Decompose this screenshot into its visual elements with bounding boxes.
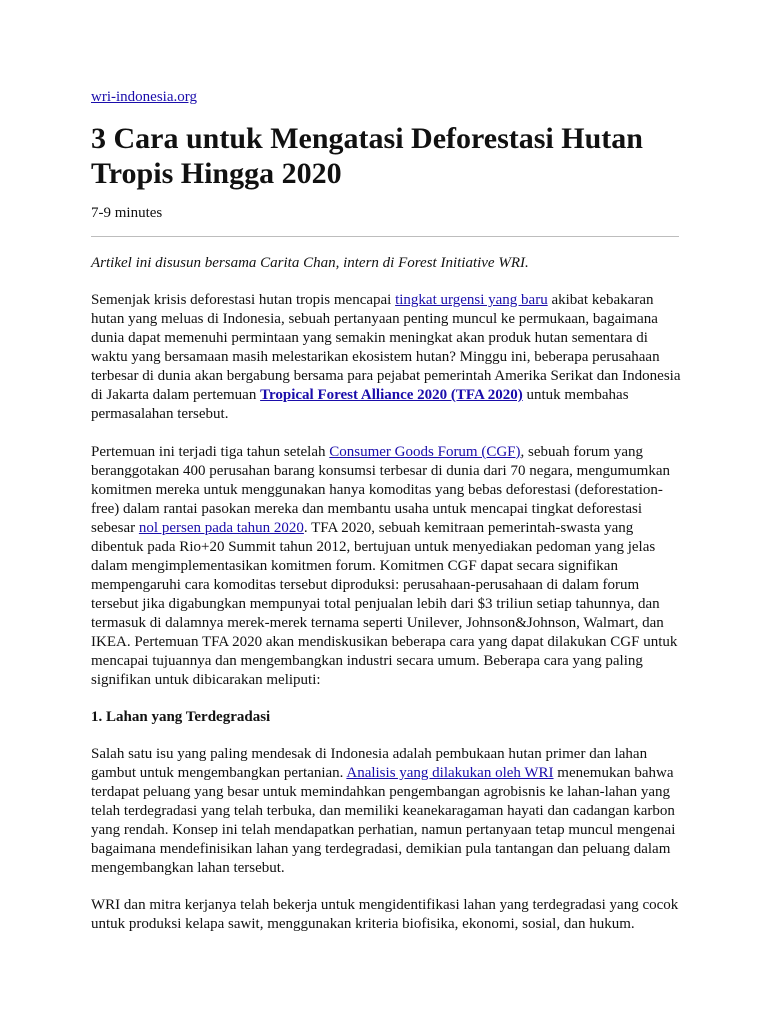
paragraph-text: Pertemuan ini terjadi tiga tahun setelah bbox=[91, 444, 330, 460]
paragraph-text: , sebuah forum yang beranggotakan 400 perusahan barang konsumsi terbesar di dunia dari 70 negara, mengumumkan komitmen mereka untuk menggunakan hanya komoditas yang bebas deforestasi (deforestation-free) dalam rantai pasokan mereka dan membantu usaha untuk mencapai tingkat deforestasi sebesar bbox=[91, 444, 670, 536]
paragraph-2 bbox=[91, 443, 681, 690]
paragraph-1 bbox=[91, 291, 681, 424]
paragraph-4: WRI dan mitra kerjanya telah bekerja untuk mengidentifikasi lahan yang terdegradasi yang cocok untuk produksi kelapa sawit, menggunakan kriteria biofisika, ekonomi, sosial, dan hukum. bbox=[91, 897, 679, 932]
paragraph-text: akibat kebakaran hutan yang meluas di Indonesia, sebuah pertanyaan penting muncul ke permukaan, bagaimana dunia dapat memenuhi permintaan yang semakin meningkat akan produk hutan sementara di waktu yang bersamaan masih melestarikan ekosistem hutan? Minggu ini, beberapa perusahaan terbesar di dunia akan bergabung bersama para pejabat pemerintah Amerika Serikat dan Indonesia di Jakarta dalam pertemuan bbox=[91, 292, 681, 403]
link-urgency-level[interactable]: tingkat urgensi yang baru bbox=[395, 292, 548, 308]
paragraph-text: . TFA 2020, sebuah kemitraan pemerintah-swasta yang dibentuk pada Rio+20 Summit tahun 2012, bertujuan untuk menyediakan pedoman yang jelas dalam mengimplementasikan komitmen forum. Komitmen CGF dapat secara signifikan mempengaruhi cara komoditas tersebut diproduksi: perusahaan-perusahaan di dalam forum tersebut jika digabungkan mempunyai total penjualan lebih dari $3 triliun setiap tahunnya, dan termasuk di dalamnya merek-merek ternama seperti Unilever, Johnson&Johnson, Walmart, dan IKEA. Pertemuan TFA 2020 akan mendiskusikan beberapa cara yang dapat dilakukan CGF untuk mencapai tujuannya dan mengembangkan industri secara umum. Beberapa cara yang paling signifikan untuk dibicarakan meliputi: bbox=[91, 520, 678, 688]
paragraph-text: Salah satu isu yang paling mendesak di Indonesia adalah pembukaan hutan primer dan lahan gambut untuk mengembangkan pertanian. bbox=[91, 746, 648, 781]
read-time: 7-9 minutes bbox=[91, 205, 163, 221]
source-link[interactable]: wri-indonesia.org bbox=[91, 89, 197, 105]
article-title: 3 Cara untuk Mengatasi Deforestasi Hutan Tropis Hingga 2020 bbox=[91, 122, 643, 190]
divider bbox=[91, 236, 679, 237]
paragraph-3 bbox=[91, 745, 681, 878]
link-tfa-2020[interactable]: Tropical Forest Alliance 2020 (TFA 2020) bbox=[260, 387, 523, 403]
section-heading: 1. Lahan yang Terdegradasi bbox=[91, 709, 271, 725]
link-wri-analysis[interactable]: Analisis yang dilakukan oleh WRI bbox=[346, 765, 554, 781]
paragraph-text: Semenjak krisis deforestasi hutan tropis mencapai bbox=[91, 292, 396, 308]
paragraph-text: untuk membahas permasalahan tersebut. bbox=[91, 387, 629, 422]
intro-note: Artikel ini disusun bersama Carita Chan, intern di Forest Initiative WRI. bbox=[91, 255, 529, 271]
link-zero-percent-2020[interactable]: nol persen pada tahun 2020 bbox=[138, 520, 304, 536]
paragraph-text: menemukan bahwa terdapat peluang yang besar untuk memindahkan pengembangan agrobisnis ke lahan-lahan yang telah terdegradasi yang telah terbuka, dan memiliki keanekaragaman hayati dan cadangan karbon yang rendah. Konsep ini telah mendapatkan perhatian, namun pertanyaan tetap muncul mengenai bagaimana mendefinisikan lahan yang terdegradasi, demikian pula tantangan dan peluang dalam mengembangkan lahan tersebut. bbox=[91, 765, 676, 876]
article bbox=[91, 88, 681, 934]
link-consumer-goods-forum[interactable]: Consumer Goods Forum (CGF) bbox=[329, 444, 521, 460]
